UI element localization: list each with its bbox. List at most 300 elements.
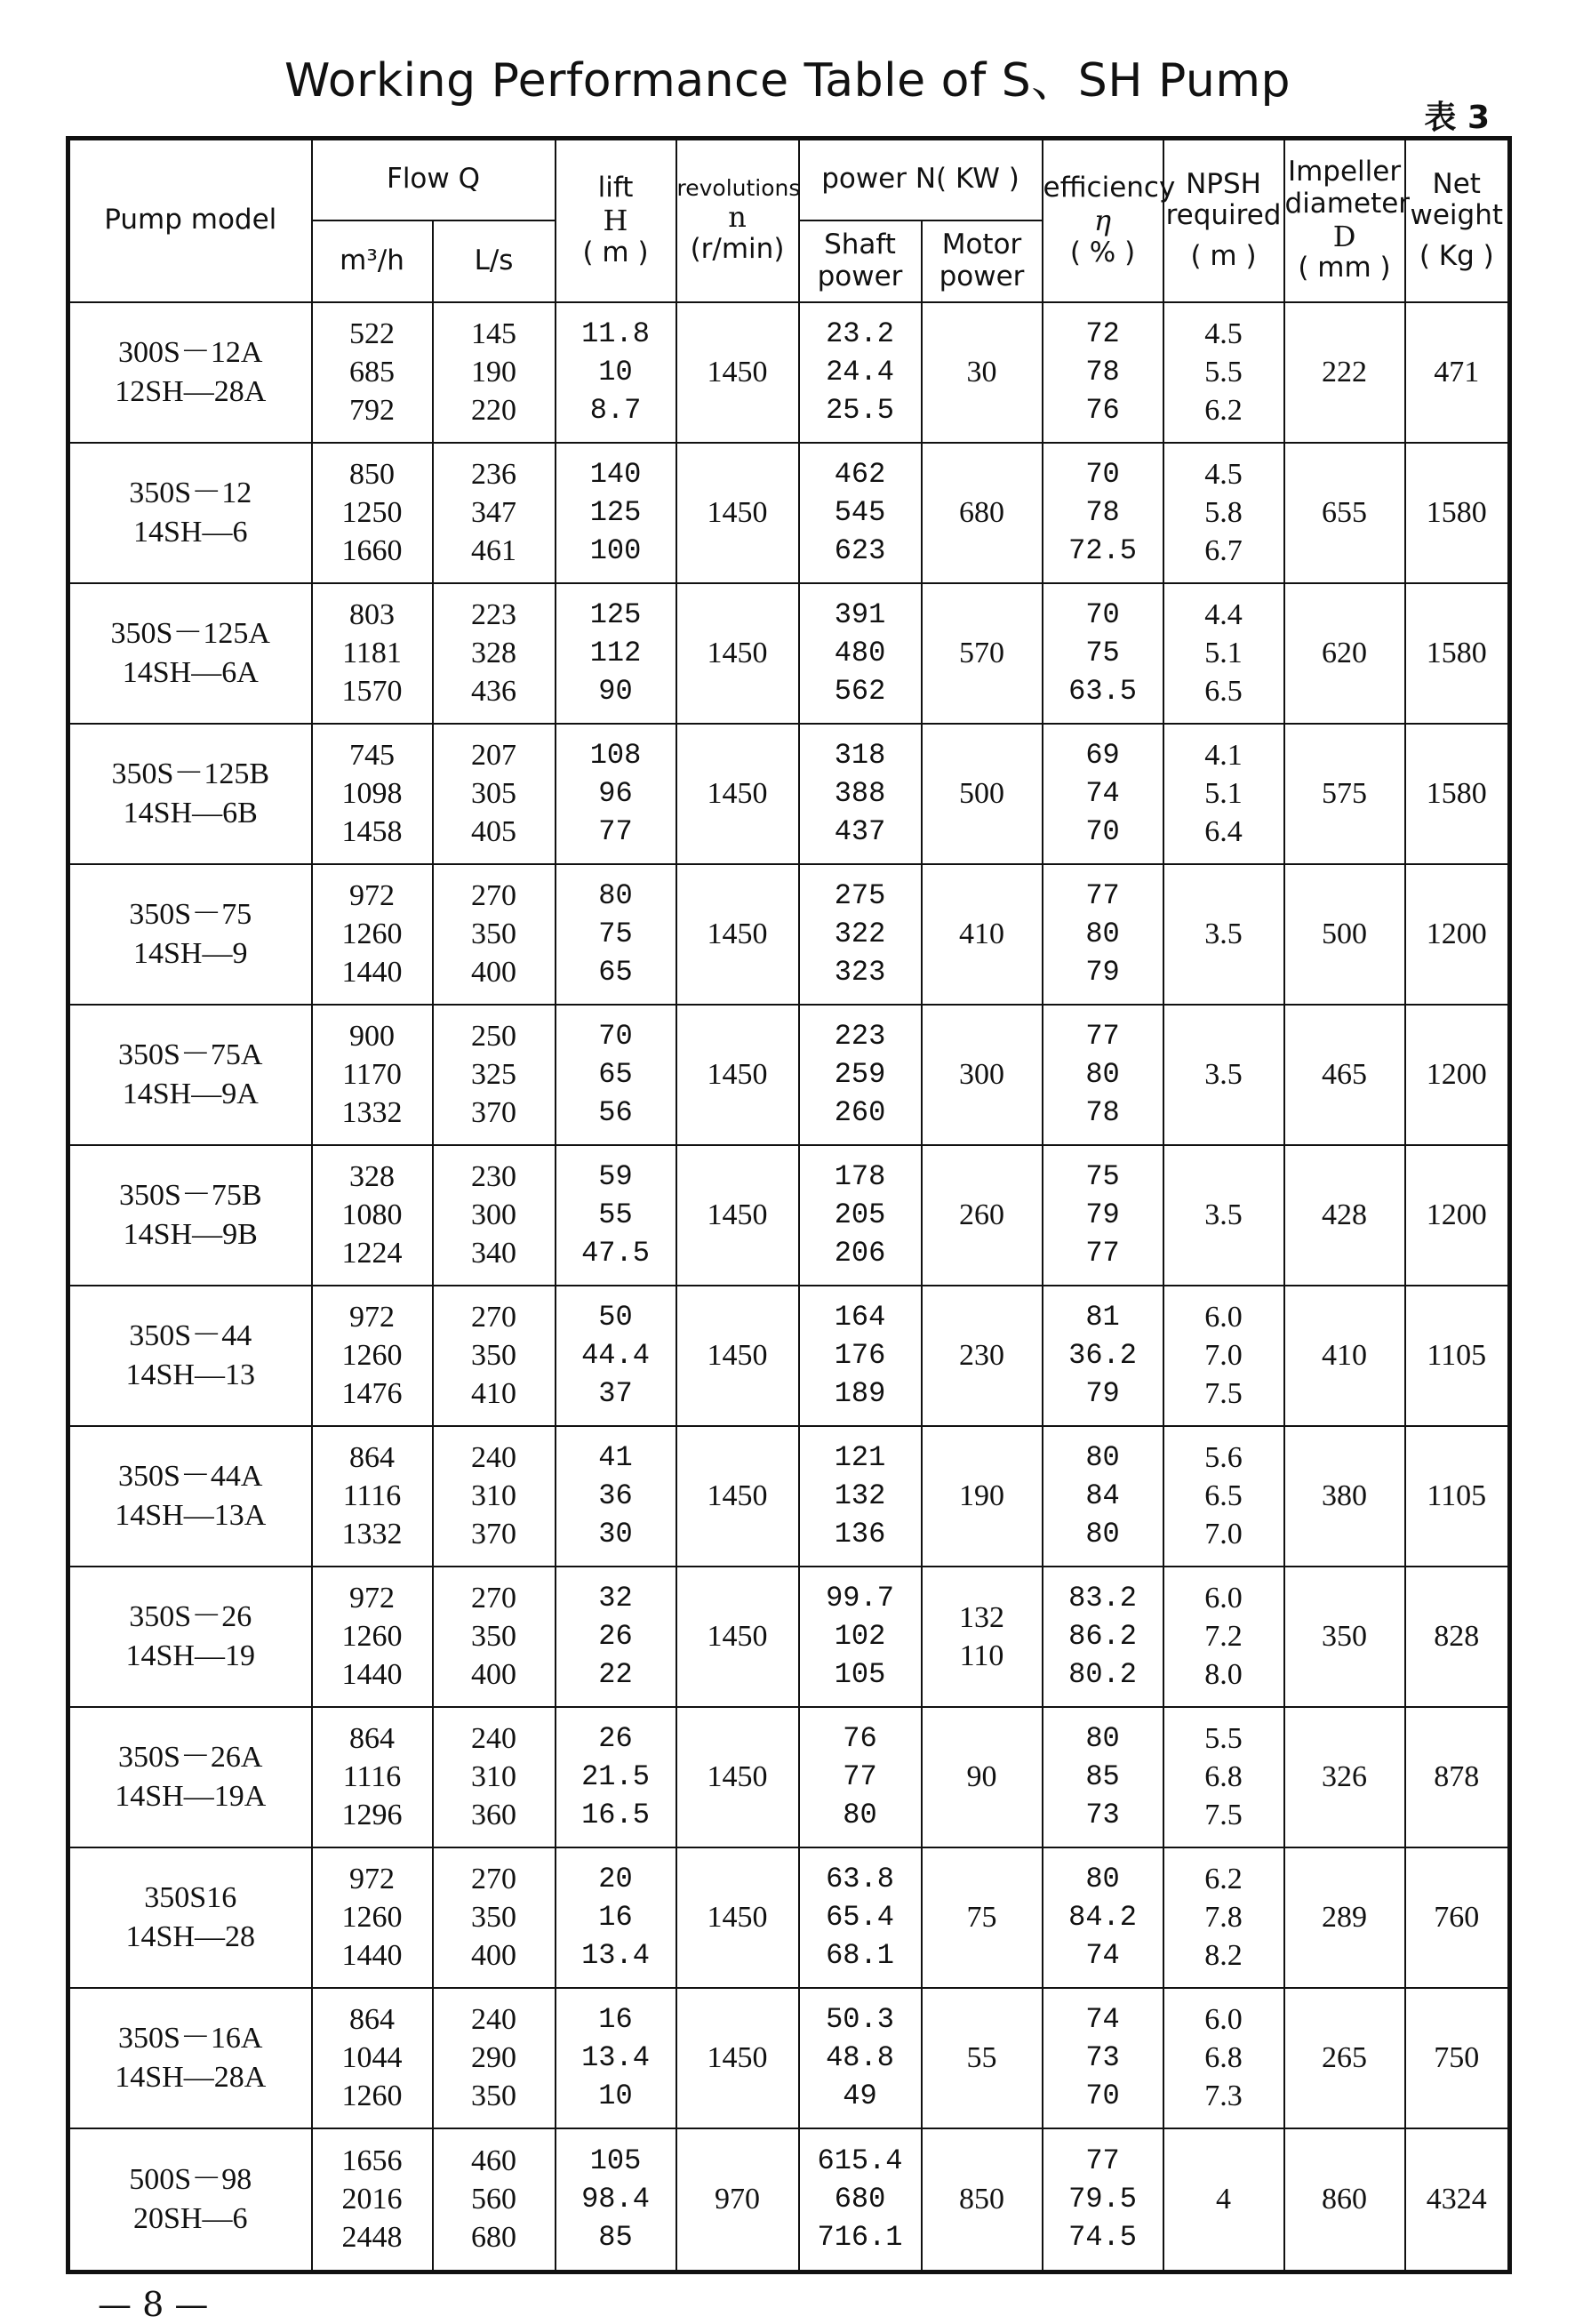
- npsh-label: NPSH required: [1165, 167, 1282, 232]
- flow-ls-cell-value: 220: [471, 394, 516, 427]
- flow-m3h-cell-value: 1440: [341, 956, 403, 989]
- flow-ls-cell-value: 461: [471, 534, 516, 567]
- npsh-cell-value: 4.1: [1204, 739, 1243, 772]
- pump-model-name: 350S－44: [129, 1318, 252, 1352]
- lift-cell: [556, 1988, 676, 2128]
- lift-cell-value: 21.5: [581, 1760, 650, 1793]
- pump-model-cell: [68, 583, 312, 724]
- flow-ls-cell-value: 240: [471, 2003, 516, 2036]
- efficiency-cell-value: 75: [1085, 1160, 1120, 1193]
- flow-ls-cell-value: 560: [471, 2183, 516, 2216]
- pump-model-name: 350S－16A: [118, 2021, 263, 2055]
- efficiency-cell-value: 72: [1085, 317, 1120, 350]
- npsh-cell: [1163, 443, 1284, 583]
- shaft-power-cell-value: 189: [834, 1377, 886, 1410]
- npsh-cell-value: 5.6: [1204, 1441, 1243, 1474]
- net-weight-cell: 4324: [1405, 2128, 1510, 2272]
- efficiency-cell: [1043, 1988, 1163, 2128]
- flow-ls-cell: [433, 1988, 556, 2128]
- lift-unit: ( m ): [582, 236, 649, 268]
- efficiency-cell-value: 36.2: [1068, 1339, 1137, 1372]
- flow-ls-cell-value: 460: [471, 2144, 516, 2177]
- flow-ls-cell-value: 250: [471, 1020, 516, 1053]
- efficiency-cell-value: 77: [1085, 1237, 1120, 1270]
- pump-model-name: 500S－98: [129, 2162, 252, 2196]
- table-row: [68, 443, 1510, 583]
- table-row: [68, 1988, 1510, 2128]
- pump-model-name: 350S－125B: [111, 757, 270, 790]
- shaft-power-cell-value: 462: [834, 458, 886, 491]
- shaft-power-cell-value: 132: [834, 1479, 886, 1512]
- flow-m3h-cell: [312, 583, 433, 724]
- lift-cell-value: 41: [598, 1441, 633, 1474]
- pump-model-cell: [68, 1426, 312, 1567]
- flow-ls-cell-value: 300: [471, 1198, 516, 1231]
- motor-power-cell: [922, 1707, 1043, 1847]
- efficiency-cell-value: 72.5: [1068, 534, 1137, 567]
- npsh-cell: [1163, 1847, 1284, 1988]
- lift-cell-value: 47.5: [581, 1237, 650, 1270]
- efficiency-cell: [1043, 583, 1163, 724]
- pump-model-name: 14SH—9B: [123, 1217, 258, 1251]
- flow-m3h-cell-value: 522: [349, 317, 395, 350]
- shaft-power-cell-value: 388: [834, 777, 886, 810]
- flow-m3h-cell: [312, 1005, 433, 1145]
- flow-ls-cell-value: 270: [471, 1582, 516, 1615]
- flow-m3h-cell-value: 792: [349, 394, 395, 427]
- motor-power-cell-value: 300: [959, 1058, 1004, 1091]
- npsh-cell-value: 6.2: [1204, 1863, 1243, 1895]
- shaft-power-cell-value: 391: [834, 598, 886, 631]
- flow-m3h-cell-value: 972: [349, 1582, 395, 1615]
- flow-m3h-cell: [312, 1567, 433, 1707]
- flow-m3h-cell: [312, 1847, 433, 1988]
- npsh-cell-value: 6.0: [1204, 1582, 1243, 1615]
- flow-m3h-cell: [312, 443, 433, 583]
- efficiency-cell: [1043, 1145, 1163, 1286]
- efficiency-cell-value: 81: [1085, 1301, 1120, 1334]
- flow-m3h-cell-value: 1332: [341, 1096, 403, 1129]
- pump-model-cell: [68, 1005, 312, 1145]
- revolutions-cell: 1450: [676, 864, 799, 1005]
- flow-m3h-cell-value: 1170: [342, 1058, 402, 1091]
- flow-ls-cell-value: 350: [471, 2080, 516, 2112]
- impeller-symbol: D: [1332, 219, 1356, 253]
- lift-cell-value: 36: [598, 1479, 633, 1512]
- efficiency-cell: [1043, 1286, 1163, 1426]
- motor-power-cell: [922, 1567, 1043, 1707]
- npsh-cell-value: 6.2: [1204, 394, 1243, 427]
- shaft-power-cell-value: 480: [834, 637, 886, 669]
- flow-ls-cell-value: 405: [471, 815, 516, 848]
- flow-ls-cell-value: 236: [471, 458, 516, 491]
- shaft-power-cell: [799, 1286, 922, 1426]
- efficiency-cell-value: 77: [1085, 1020, 1120, 1053]
- net-weight-cell: 471: [1405, 302, 1510, 443]
- motor-power-cell-value: 570: [959, 637, 1004, 669]
- npsh-cell: [1163, 583, 1284, 724]
- flow-ls-cell-value: 350: [471, 1901, 516, 1934]
- flow-m3h-cell-value: 1660: [341, 534, 403, 567]
- flow-m3h-cell-value: 900: [349, 1020, 395, 1053]
- header-power: power N( KW ): [799, 139, 1043, 220]
- flow-m3h-cell-value: 864: [349, 2003, 395, 2036]
- shaft-power-cell-value: 76: [843, 1722, 877, 1755]
- shaft-power-cell-value: 77: [843, 1760, 877, 1793]
- pump-model-name: 20SH—6: [133, 2201, 248, 2235]
- efficiency-cell-value: 84.2: [1068, 1901, 1137, 1934]
- impeller-cell: 620: [1284, 583, 1405, 724]
- shaft-power-cell-value: 136: [834, 1518, 886, 1551]
- flow-ls-cell: [433, 724, 556, 864]
- shaft-power-cell-value: 65.4: [826, 1901, 894, 1934]
- lift-cell-value: 16: [598, 2003, 633, 2036]
- revolutions-unit: (r/min): [690, 233, 785, 266]
- npsh-cell-value: 7.5: [1204, 1799, 1243, 1831]
- revolutions-cell: 1450: [676, 1426, 799, 1567]
- npsh-cell-value: 3.5: [1204, 1058, 1243, 1091]
- motor-power-cell-value: 500: [959, 777, 1004, 810]
- pump-model-name: 14SH—19A: [115, 1779, 267, 1813]
- table-row: [68, 1847, 1510, 1988]
- shaft-power-cell-value: 105: [834, 1658, 886, 1691]
- efficiency-cell-value: 74: [1085, 2003, 1120, 2036]
- lift-cell-value: 16: [598, 1901, 633, 1934]
- lift-cell: [556, 1426, 676, 1567]
- efficiency-cell-value: 84: [1085, 1479, 1120, 1512]
- lift-cell-value: 100: [589, 534, 642, 567]
- motor-power-cell: [922, 864, 1043, 1005]
- flow-m3h-cell-value: 850: [349, 458, 395, 491]
- lift-cell: [556, 1847, 676, 1988]
- revolutions-label: revolutions: [676, 174, 801, 201]
- lift-cell: [556, 583, 676, 724]
- lift-cell-value: 125: [589, 598, 642, 631]
- header-npsh: [1163, 139, 1284, 302]
- lift-cell: [556, 1707, 676, 1847]
- shaft-power-cell-value: 223: [834, 1020, 886, 1053]
- pump-model-cell: [68, 864, 312, 1005]
- shaft-power-cell-value: 623: [834, 534, 886, 567]
- pump-model-name: 14SH—13: [125, 1358, 255, 1391]
- flow-ls-cell-value: 370: [471, 1096, 516, 1129]
- npsh-cell: [1163, 1988, 1284, 2128]
- npsh-cell-value: 7.3: [1204, 2080, 1243, 2112]
- efficiency-cell-value: 83.2: [1068, 1582, 1137, 1615]
- npsh-cell: [1163, 1567, 1284, 1707]
- npsh-cell: [1163, 1707, 1284, 1847]
- impeller-cell: 222: [1284, 302, 1405, 443]
- impeller-cell: 380: [1284, 1426, 1405, 1567]
- flow-ls-cell: [433, 1567, 556, 1707]
- lift-cell-value: 112: [589, 637, 642, 669]
- header-impeller: [1284, 139, 1411, 302]
- flow-m3h-cell: [312, 1145, 433, 1286]
- shaft-power-cell: [799, 1426, 922, 1567]
- flow-ls-cell-value: 350: [471, 918, 516, 950]
- efficiency-cell-value: 69: [1085, 739, 1120, 772]
- efficiency-cell-value: 80: [1085, 1863, 1120, 1895]
- table-row: [68, 1286, 1510, 1426]
- efficiency-cell-value: 80: [1085, 1722, 1120, 1755]
- shaft-power-cell-value: 259: [834, 1058, 886, 1091]
- lift-cell-value: 96: [598, 777, 633, 810]
- npsh-cell-value: 7.2: [1204, 1620, 1243, 1653]
- net-weight-label: Net weight: [1410, 167, 1504, 232]
- net-weight-cell: 878: [1405, 1707, 1510, 1847]
- table-row: [68, 1145, 1510, 1286]
- pump-model-name: 14SH—19: [125, 1639, 255, 1672]
- motor-power-cell-value: 75: [966, 1901, 997, 1934]
- efficiency-cell-value: 77: [1085, 879, 1120, 912]
- flow-ls-cell-value: 207: [471, 739, 516, 772]
- lift-cell-value: 125: [589, 496, 642, 529]
- npsh-cell-value: 5.1: [1204, 637, 1243, 669]
- lift-cell-value: 140: [589, 458, 642, 491]
- npsh-cell: [1163, 1426, 1284, 1567]
- shaft-power-cell-value: 121: [834, 1441, 886, 1474]
- flow-m3h-cell: [312, 864, 433, 1005]
- efficiency-symbol: η: [1093, 203, 1112, 237]
- revolutions-cell: 1450: [676, 1567, 799, 1707]
- shaft-power-cell-value: 615.4: [817, 2144, 903, 2177]
- efficiency-cell-value: 77: [1085, 2144, 1120, 2177]
- flow-ls-cell-value: 436: [471, 675, 516, 708]
- revolutions-cell: 1450: [676, 1286, 799, 1426]
- lift-cell: [556, 1567, 676, 1707]
- npsh-cell-value: 6.0: [1204, 1301, 1243, 1334]
- impeller-cell: 410: [1284, 1286, 1405, 1426]
- flow-m3h-cell-value: 1260: [341, 1901, 403, 1934]
- flow-ls-cell-value: 310: [471, 1479, 516, 1512]
- efficiency-cell-value: 74.5: [1068, 2221, 1137, 2254]
- shaft-power-cell-value: 178: [834, 1160, 886, 1193]
- shaft-power-cell-value: 68.1: [826, 1939, 894, 1972]
- header-flow-m3h: m³/h: [312, 220, 433, 302]
- pump-model-cell: [68, 1567, 312, 1707]
- revolutions-cell: 1450: [676, 1005, 799, 1145]
- npsh-cell-value: 5.5: [1204, 356, 1243, 389]
- pump-model-cell: [68, 1707, 312, 1847]
- efficiency-cell-value: 70: [1085, 815, 1120, 848]
- flow-ls-cell-value: 290: [471, 2041, 516, 2074]
- npsh-cell: [1163, 302, 1284, 443]
- flow-ls-cell-value: 680: [471, 2221, 516, 2254]
- revolutions-cell: 1450: [676, 1847, 799, 1988]
- pump-model-cell: [68, 1145, 312, 1286]
- lift-cell-value: 16.5: [581, 1799, 650, 1831]
- shaft-power-cell: [799, 1005, 922, 1145]
- flow-ls-cell: [433, 583, 556, 724]
- npsh-cell-value: 3.5: [1204, 918, 1243, 950]
- lift-cell: [556, 864, 676, 1005]
- flow-m3h-cell: [312, 724, 433, 864]
- lift-cell-value: 13.4: [581, 1939, 650, 1972]
- flow-ls-cell: [433, 1005, 556, 1145]
- efficiency-cell-value: 80.2: [1068, 1658, 1137, 1691]
- flow-ls-cell: [433, 1707, 556, 1847]
- lift-cell-value: 56: [598, 1096, 633, 1129]
- shaft-power-cell-value: 205: [834, 1198, 886, 1231]
- efficiency-cell: [1043, 1426, 1163, 1567]
- flow-ls-cell: [433, 2128, 556, 2272]
- flow-m3h-cell-value: 1080: [341, 1198, 403, 1231]
- pump-model-name: 14SH—9A: [122, 1077, 259, 1110]
- lift-cell: [556, 1286, 676, 1426]
- lift-cell: [556, 443, 676, 583]
- flow-ls-cell-value: 223: [471, 598, 516, 631]
- lift-cell-value: 8.7: [589, 394, 642, 427]
- flow-ls-cell-value: 370: [471, 1518, 516, 1551]
- npsh-cell-value: 7.0: [1204, 1339, 1243, 1372]
- revolutions-cell: 1450: [676, 443, 799, 583]
- flow-m3h-cell-value: 1098: [341, 777, 403, 810]
- impeller-cell: 575: [1284, 724, 1405, 864]
- shaft-power-cell-value: 23.2: [826, 317, 894, 350]
- npsh-cell-value: 4: [1216, 2183, 1232, 2216]
- impeller-cell: 465: [1284, 1005, 1405, 1145]
- efficiency-cell: [1043, 2128, 1163, 2272]
- npsh-cell-value: 4.4: [1204, 598, 1243, 631]
- shaft-power-cell-value: 323: [834, 956, 886, 989]
- flow-ls-cell-value: 270: [471, 1863, 516, 1895]
- shaft-power-cell-value: 318: [834, 739, 886, 772]
- flow-m3h-cell-value: 1181: [342, 637, 402, 669]
- lift-cell-value: 108: [589, 739, 642, 772]
- efficiency-cell-value: 80: [1085, 918, 1120, 950]
- efficiency-cell: [1043, 724, 1163, 864]
- pump-model-cell: [68, 1988, 312, 2128]
- flow-ls-cell: [433, 1286, 556, 1426]
- lift-cell-value: 30: [598, 1518, 633, 1551]
- net-weight-cell: 1200: [1405, 1145, 1510, 1286]
- flow-ls-cell-value: 325: [471, 1058, 516, 1091]
- pump-model-name: 14SH—13A: [115, 1498, 267, 1532]
- lift-cell-value: 98.4: [581, 2183, 650, 2216]
- npsh-cell-value: 7.0: [1204, 1518, 1243, 1551]
- flow-ls-cell: [433, 1426, 556, 1567]
- flow-ls-cell-value: 240: [471, 1441, 516, 1474]
- impeller-cell: 350: [1284, 1567, 1405, 1707]
- efficiency-cell-value: 73: [1085, 1799, 1120, 1831]
- efficiency-cell-value: 79: [1085, 1198, 1120, 1231]
- pump-model-name: 350S－75: [129, 897, 252, 931]
- flow-m3h-cell-value: 1260: [341, 1620, 403, 1653]
- npsh-cell-value: 6.4: [1204, 815, 1243, 848]
- table-row: [68, 2128, 1510, 2272]
- revolutions-cell: 1450: [676, 583, 799, 724]
- motor-power-cell-value: 410: [959, 918, 1004, 950]
- table-body: [68, 302, 1510, 2272]
- lift-cell: [556, 302, 676, 443]
- shaft-power-cell: [799, 583, 922, 724]
- flow-m3h-cell-value: 972: [349, 1863, 395, 1895]
- flow-ls-cell-value: 240: [471, 1722, 516, 1755]
- page-title: Working Performance Table of S、SH Pump: [284, 54, 1291, 108]
- motor-power-cell: [922, 1988, 1043, 2128]
- npsh-cell-value: 6.5: [1204, 675, 1243, 708]
- net-weight-cell: 760: [1405, 1847, 1510, 1988]
- impeller-cell: 326: [1284, 1707, 1405, 1847]
- shaft-power-cell: [799, 864, 922, 1005]
- flow-m3h-cell: [312, 2128, 433, 2272]
- flow-m3h-cell-value: 1260: [341, 1339, 403, 1372]
- efficiency-cell-value: 70: [1085, 598, 1120, 631]
- npsh-cell: [1163, 1145, 1284, 1286]
- lift-cell-value: 65: [598, 1058, 633, 1091]
- header-motor-power: Motor power: [922, 220, 1043, 302]
- efficiency-cell-value: 78: [1085, 496, 1120, 529]
- flow-ls-cell-value: 350: [471, 1339, 516, 1372]
- lift-cell-value: 55: [598, 1198, 633, 1231]
- shaft-power-cell-value: 99.7: [826, 1582, 894, 1615]
- lift-cell-value: 10: [598, 356, 633, 389]
- flow-m3h-cell-value: 1440: [341, 1939, 403, 1972]
- header-net-weight: [1405, 139, 1510, 302]
- lift-cell-value: 37: [598, 1377, 633, 1410]
- shaft-power-cell-value: 562: [834, 675, 886, 708]
- flow-m3h-cell-value: 1296: [341, 1799, 403, 1831]
- efficiency-cell: [1043, 1707, 1163, 1847]
- efficiency-cell: [1043, 1567, 1163, 1707]
- lift-cell: [556, 1005, 676, 1145]
- motor-power-cell-value: 230: [959, 1339, 1004, 1372]
- efficiency-cell-value: 74: [1085, 777, 1120, 810]
- pump-model-cell: [68, 2128, 312, 2272]
- efficiency-cell-value: 80: [1085, 1441, 1120, 1474]
- flow-ls-cell: [433, 1847, 556, 1988]
- flow-m3h-cell-value: 803: [349, 598, 395, 631]
- header-flow-ls: L/s: [433, 220, 556, 302]
- pump-model-name: 350S－125A: [110, 616, 270, 650]
- table-row: [68, 1426, 1510, 1567]
- lift-cell-value: 105: [589, 2144, 642, 2177]
- lift-cell-value: 26: [598, 1620, 633, 1653]
- header-revolutions: [676, 139, 799, 302]
- shaft-power-cell-value: 25.5: [826, 394, 894, 427]
- revolutions-cell: 1450: [676, 1145, 799, 1286]
- net-weight-cell: 1580: [1405, 583, 1510, 724]
- flow-ls-cell-value: 270: [471, 1301, 516, 1334]
- header-lift: [556, 139, 676, 302]
- motor-power-cell-value: 30: [966, 356, 997, 389]
- pump-model-name: 12SH—28A: [115, 374, 267, 408]
- efficiency-cell-value: 76: [1085, 394, 1120, 427]
- lift-cell-value: 75: [598, 918, 633, 950]
- efficiency-unit: ( % ): [1069, 236, 1136, 268]
- efficiency-cell-value: 85: [1085, 1760, 1120, 1793]
- motor-power-cell-value: 850: [959, 2183, 1004, 2216]
- npsh-cell-value: 6.0: [1204, 2003, 1243, 2036]
- pump-model-name: 350S－12: [129, 476, 252, 509]
- net-weight-cell: 1580: [1405, 443, 1510, 583]
- net-weight-cell: 1580: [1405, 724, 1510, 864]
- shaft-power-cell: [799, 724, 922, 864]
- efficiency-cell: [1043, 302, 1163, 443]
- revolutions-symbol: n: [728, 200, 747, 235]
- flow-m3h-cell-value: 1570: [341, 675, 403, 708]
- npsh-cell-value: 8.0: [1204, 1658, 1243, 1691]
- pump-model-cell: [68, 724, 312, 864]
- lift-cell: [556, 724, 676, 864]
- flow-m3h-cell-value: 1476: [341, 1377, 403, 1410]
- motor-power-cell-value: 190: [959, 1479, 1004, 1512]
- net-weight-cell: 750: [1405, 1988, 1510, 2128]
- motor-power-cell: [922, 2128, 1043, 2272]
- flow-ls-cell-value: 400: [471, 1939, 516, 1972]
- motor-power-cell: [922, 302, 1043, 443]
- flow-ls-cell: [433, 1145, 556, 1286]
